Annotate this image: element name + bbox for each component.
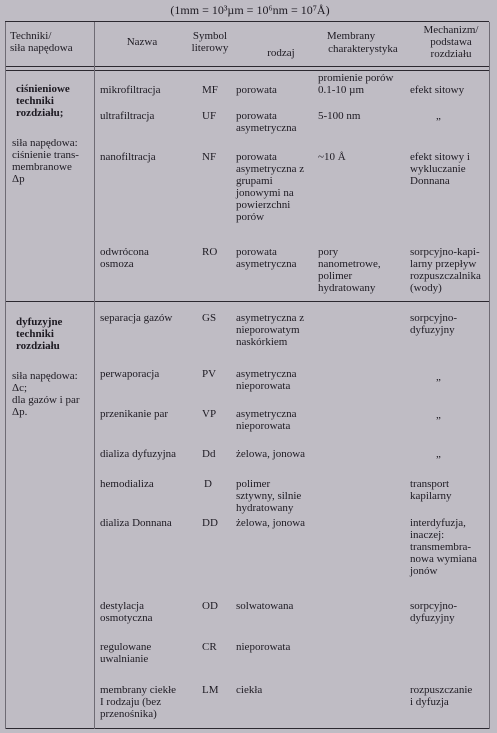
row-type: porowata: [236, 84, 277, 96]
group-separator-rule: [5, 301, 489, 302]
row-char: 5-100 nm: [318, 110, 361, 122]
row-mech: „: [436, 448, 441, 460]
row-type: żelowa, jonowa: [236, 448, 306, 460]
row-mech: interdyfuzja, inaczej: transmembra- nowa wymiana jonów: [410, 517, 477, 577]
row-name: membrany ciekłe I rodzaju (bez przenośnika): [100, 684, 177, 720]
table-bottom-rule: [5, 728, 489, 729]
row-mech: „: [436, 371, 441, 383]
row-symbol: GS: [202, 312, 217, 324]
header-charakterystyka: charakterystyka: [328, 43, 398, 55]
row-symbol: OD: [202, 600, 218, 612]
row-symbol: NF: [202, 151, 217, 163]
row-name: ultrafiltracja: [100, 110, 155, 122]
column-divider: [94, 22, 95, 729]
row-type: nieporowata: [236, 641, 291, 653]
group-title: ciśnieniowe techniki rozdziału;: [16, 83, 70, 119]
row-name: hemodializa: [100, 478, 154, 490]
row-name: mikrofiltracja: [100, 84, 161, 96]
group-note: siła napędowa: Δc; dla gazów i par Δp.: [12, 370, 80, 418]
row-mech: „: [436, 409, 441, 421]
row-symbol: RO: [202, 246, 218, 258]
row-symbol: VP: [202, 408, 217, 420]
row-name: odwrócona osmoza: [100, 246, 149, 270]
row-symbol: LM: [202, 684, 219, 696]
group-title: dyfuzyjne techniki rozdziału: [16, 316, 63, 352]
unit-formula: (1mm = 10³µm = 10⁶nm = 10⁷Å): [170, 3, 330, 17]
row-type: polimer sztywny, silnie hydratowany: [236, 478, 302, 514]
row-type: solwatowana: [236, 600, 294, 612]
row-name: przenikanie par: [100, 408, 169, 420]
table-top-rule: [5, 21, 489, 22]
row-type: żelowa, jonowa: [236, 517, 306, 529]
row-name: dializa dyfuzyjna: [100, 448, 177, 460]
row-symbol: CR: [202, 641, 217, 653]
row-mech: rozpuszczanie i dyfuzja: [410, 684, 473, 708]
row-mech: sorpcyjno- dyfuzyjny: [410, 600, 458, 624]
row-mech: sorpcyjno- dyfuzyjny: [410, 312, 458, 336]
header-symbol: Symbol literowy: [191, 30, 229, 54]
header-rule: [5, 66, 489, 67]
row-char: promienie porów 0.1-10 µm: [318, 72, 394, 96]
row-mech: sorpcyjno-kapi- larny przepływ rozpuszczalnika (wody): [410, 246, 481, 294]
row-name: nanofiltracja: [100, 151, 156, 163]
row-type: porowata asymetryczna z grupami jonowymi na powierzchni porów: [236, 151, 305, 223]
header-rodzaj: rodzaj: [267, 47, 295, 59]
row-type: porowata asymetryczna: [236, 246, 297, 270]
row-name: perwaporacja: [100, 368, 160, 380]
header-mechanizm: Mechanizm/ podstawa rozdziału: [423, 24, 479, 60]
row-mech: efekt sitowy: [410, 84, 465, 96]
row-symbol: MF: [202, 84, 218, 96]
row-type: asymetryczna nieporowata: [236, 368, 297, 392]
header-techniki: Techniki/ siła napędowa: [10, 30, 73, 54]
row-name: dializa Donnana: [100, 517, 172, 529]
row-symbol: D: [204, 478, 212, 490]
row-symbol: DD: [202, 517, 218, 529]
row-char: ~10 Å: [318, 151, 346, 163]
row-name: regulowane uwalnianie: [100, 641, 152, 665]
column-divider: [5, 22, 6, 729]
header-membrany: Membrany: [326, 30, 376, 42]
row-mech: „: [436, 110, 441, 122]
row-type: asymetryczna z nieporowatym naskórkiem: [236, 312, 305, 348]
row-symbol: PV: [202, 368, 217, 380]
row-type: porowata asymetryczna: [236, 110, 297, 134]
header-nazwa: Nazwa: [126, 36, 158, 48]
row-name: separacja gazów: [100, 312, 173, 324]
row-mech: transport kapilarny: [410, 478, 452, 502]
row-type: ciekła: [236, 684, 263, 696]
row-symbol: UF: [202, 110, 217, 122]
header-rule-double: [5, 70, 489, 71]
row-name: destylacja osmotyczna: [100, 600, 153, 624]
row-mech: efekt sitowy i wykluczanie Donnana: [410, 151, 470, 187]
row-type: asymetryczna nieporowata: [236, 408, 297, 432]
group-note: siła napędowa: ciśnienie trans- membranowe Δp: [12, 137, 79, 185]
row-char: pory nanometrowe, polimer hydratowany: [318, 246, 381, 294]
row-symbol: Dd: [202, 448, 216, 460]
